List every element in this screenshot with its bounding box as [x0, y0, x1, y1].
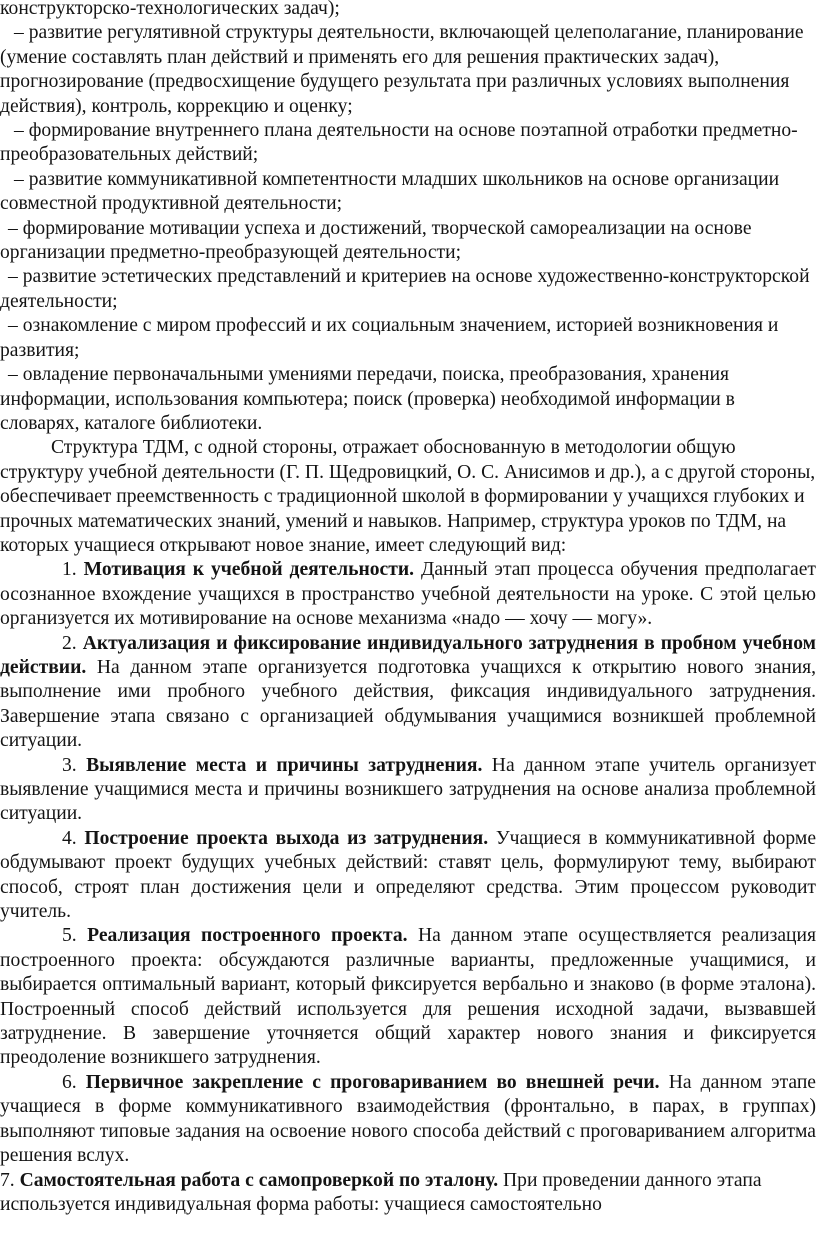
stage-item-4 — [0, 827, 816, 925]
bullet-item-communicative: – развитие коммуникативной компетентности младших школьников на основе организации совместной продуктивной деятельности; — [0, 168, 780, 215]
stage-text: На данном этапе учащиеся в форме коммуникативного взаимодействия (фронтально, в парах, в группах) выполняют типовые задания на освоение нового способа действий с проговариванием алгоритма решения вслух. — [0, 1071, 816, 1167]
stage-item-6 — [0, 1071, 816, 1169]
bullet-item-aesthetic: – развитие эстетических представлений и критериев на основе художественно-конструкторской деятельности; — [0, 266, 810, 312]
bullet-item-professions: – ознакомление с миром профессий и их социальным значением, историей возникновения и развития; — [0, 315, 779, 361]
stage-text: На данном этапе организуется подготовка учащихся к открытию нового знания, выполнение ими пробного учебного действия, фиксация индивидуального затруднения. Завершение этапа связано с организацией обдумывания учащимися возникшей проблемной ситуации. — [0, 656, 816, 752]
intro-tail-line: конструкторско-технологических задач); — [0, 0, 340, 19]
stage-text: Данный этап процесса обучения предполагает осознанное вхождение учащихся в пространство учебной деятельности на уроке. С этой целью организуется их мотивирование на основе механизма «надо — хочу — могу». — [0, 559, 816, 630]
stage-item-2 — [0, 632, 816, 754]
stage-title: Мотивация к учебной деятельности. — [83, 559, 415, 581]
bullet-item-information: – овладение первоначальными умениями передачи, поиска, преобразования, хранения информации, использования компьютера; поиск (проверка) необходимой информации в словарях, каталоге библиотеки. — [0, 364, 735, 434]
stage-item-7 — [0, 1169, 816, 1218]
stage-title: Выявление места и причины затруднения. — [86, 754, 483, 776]
stage-number: 1. — [62, 559, 77, 581]
stage-number: 2. — [62, 632, 77, 654]
stage-number: 7. — [0, 1169, 15, 1191]
stage-text: На данном этапе учитель организует выявление учащимися места и причины возникшего затруднения на основе анализа проблемной ситуации. — [0, 754, 816, 825]
stage-text: На данном этапе осуществляется реализация построенного проекта: обсуждаются различные варианты, предложенные учащимися, и выбирается оптимальный вариант, который фиксируется вербально и знаково (в форме эталона). Построенный способ действий используется для решения исходной задачи, вызвавшей затруднение. В завершение уточняется общий характер нового знания и фиксируется преодоление возникшего затруднения. — [0, 925, 816, 1069]
stage-number: 4. — [62, 827, 77, 849]
bullet-item-inner-plan: – формирование внутреннего плана деятельности на основе поэтапной отработки предметно-преобразовательных действий; — [0, 120, 798, 166]
stage-number: 5. — [62, 925, 77, 947]
stage-title: Реализация построенного проекта. — [87, 925, 408, 947]
stage-number: 6. — [62, 1071, 77, 1093]
structure-paragraph: Структура ТДМ, с одной стороны, отражает обоснованную в методологии общую структуру учебной деятельности (Г. П. Щедровицкий, О. С. Анисимов и др.), а с другой стороны, обеспечивает преемственность с традиционной школой в формировании у учащихся глубоких и прочных математических знаний, умений и навыков. Например, структура уроков по ТДМ, на которых учащиеся открывают новое знание, имеет следующий вид: — [0, 437, 816, 556]
stage-number: 3. — [62, 754, 77, 776]
stage-item-3 — [0, 754, 816, 827]
stage-title: Самостоятельная работа с самопроверкой по эталону. — [19, 1169, 499, 1191]
bullet-item-regulative: – развитие регулятивной структуры деятельности, включающей целеполагание, планирование (умение составлять план действий и применять его для решения практических задач), прогнозирование (предвосхищение будущего результата при различных условиях выполнения действия), контроль, коррекцию и оценку; — [0, 22, 804, 117]
stage-title: Первичное закрепление с проговариванием во внешней речи. — [85, 1071, 660, 1093]
stage-title: Построение проекта выхода из затруднения. — [84, 827, 489, 849]
stage-text: Учащиеся в коммуникативной форме обдумывают проект будущих учебных действий: ставят цель, формулируют тему, выбирают способ, строят план достижения цели и определяют средства. Этим процессом руководит учитель. — [0, 827, 816, 923]
bullet-item-motivation: – формирование мотивации успеха и достижений, творческой самореализации на основе организации предметно-преобразующей деятельности; — [0, 217, 752, 264]
stage-text: При проведении данного этапа используется индивидуальная форма работы: учащиеся самостоятельно — [0, 1169, 762, 1215]
stage-title: Актуализация и фиксирование индивидуального затруднения в пробном учебном действии. — [0, 632, 816, 678]
stage-item-1 — [0, 558, 816, 631]
stage-item-5 — [0, 924, 816, 1070]
